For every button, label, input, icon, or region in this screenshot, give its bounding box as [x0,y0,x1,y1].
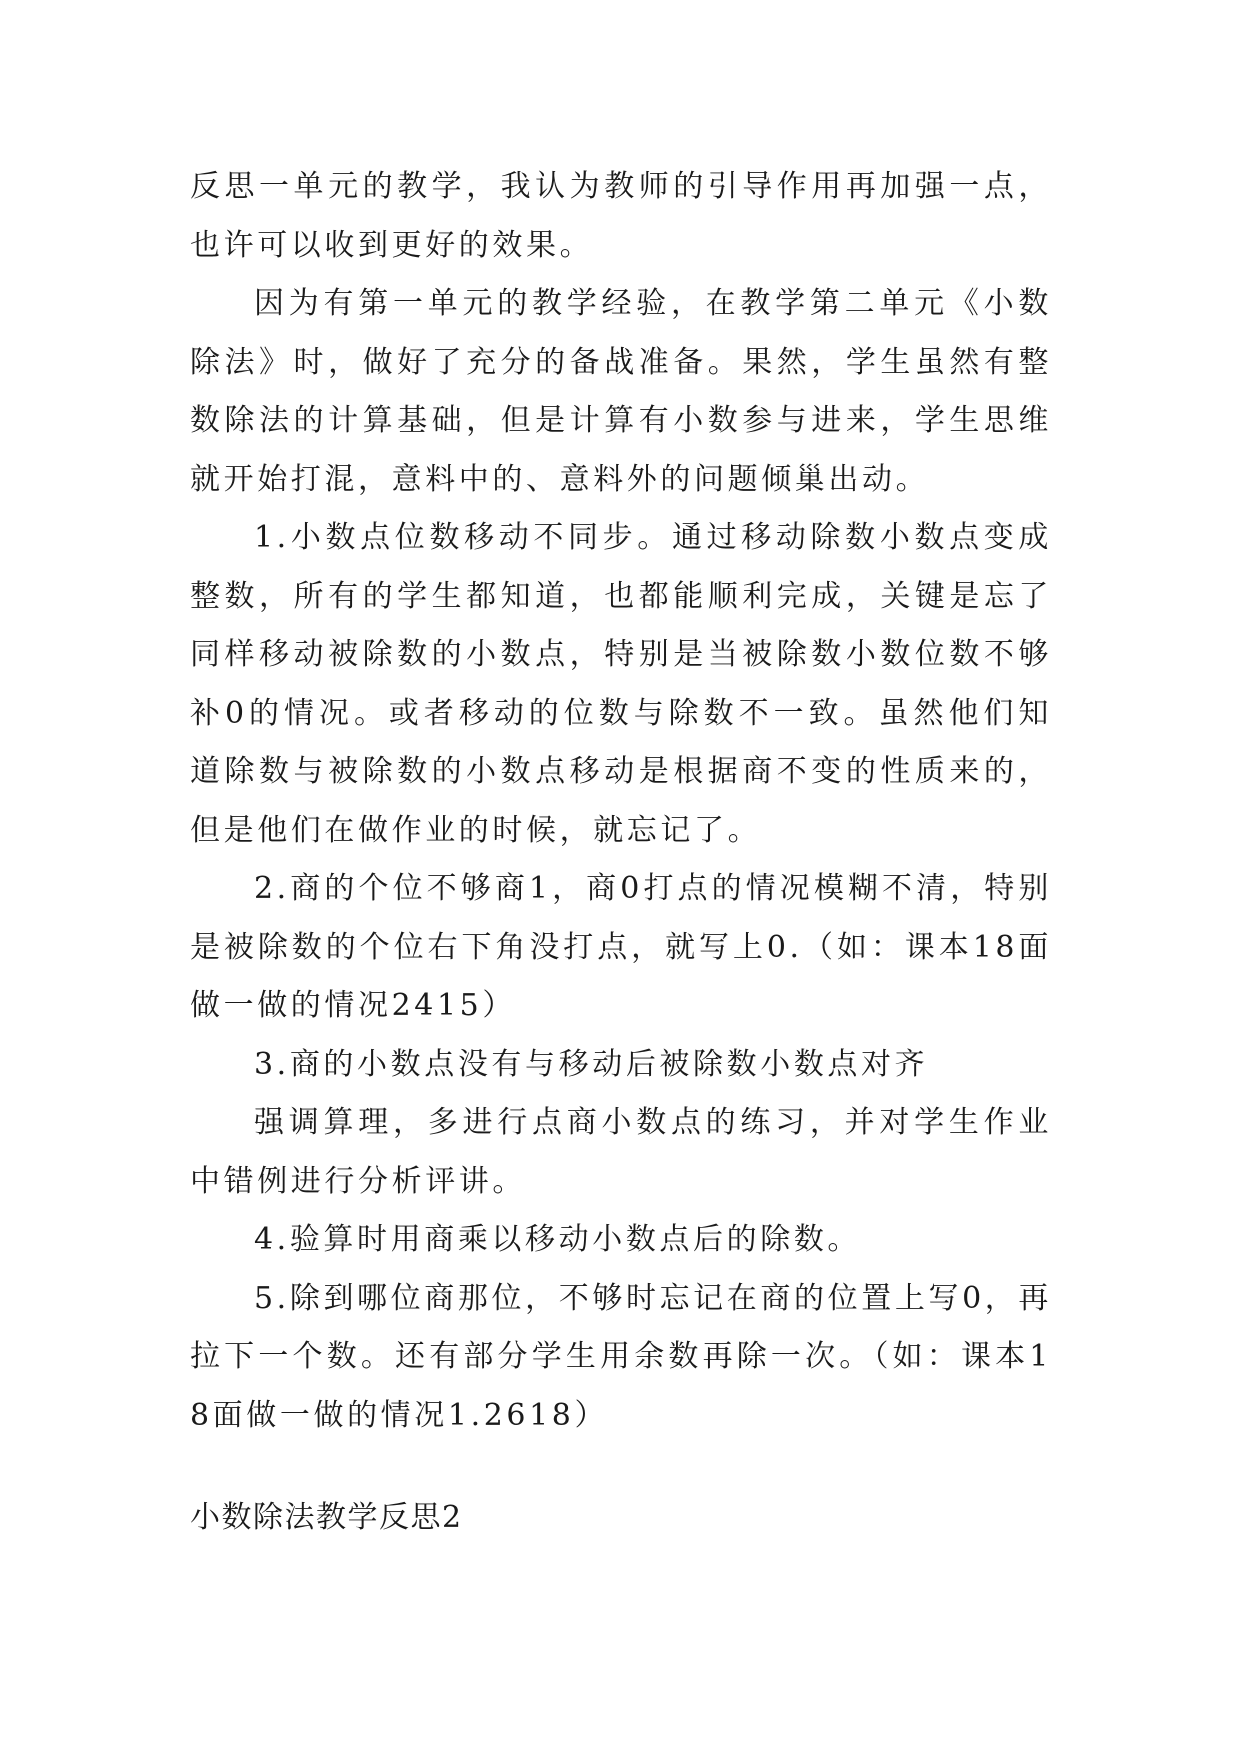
paragraph-8: 5.除到哪位商那位，不够时忘记在商的位置上写0，再拉下一个数。还有部分学生用余数再除一次。（如：课本18面做一做的情况1.2618） [190,1280,1052,1433]
paragraph-4: 2.商的个位不够商1，商0打点的情况模糊不清，特别是被除数的个位右下角没打点，就写上0.（如：课本18面做一做的情况2415） [190,871,1052,1023]
section-heading: 小数除法教学反思2 [190,1500,463,1535]
paragraph-7: 4.验算时用商乘以移动小数点后的除数。 [254,1222,862,1257]
paragraph-3: 1.小数点位数移动不同步。通过移动除数小数点变成整数，所有的学生都知道，也都能顺利完成，关键是忘了同样移动被除数的小数点，特别是当被除数小数位数不够补0的情况。或者移动的位数与除数不一致。虽然他们知道除数与被除数的小数点移动是根据商不变的性质来的，但是他们在做作业的时候，就忘记了。 [190,520,1052,848]
paragraph-1: 反思一单元的教学，我认为教师的引导作用再加强一点，也许可以收到更好的效果。 [190,169,1052,263]
paragraph-2: 因为有第一单元的教学经验，在教学第二单元《小数除法》时，做好了充分的备战准备。果然，学生虽然有整数除法的计算基础，但是计算有小数参与进来，学生思维就开始打混，意料中的、意料外的问题倾巢出动。 [190,286,1052,497]
document-page [190,158,1052,1548]
paragraph-6: 强调算理，多进行点商小数点的练习，并对学生作业中错例进行分析评讲。 [190,1105,1052,1199]
paragraph-5: 3.商的小数点没有与移动后被除数小数点对齐 [254,1046,929,1082]
